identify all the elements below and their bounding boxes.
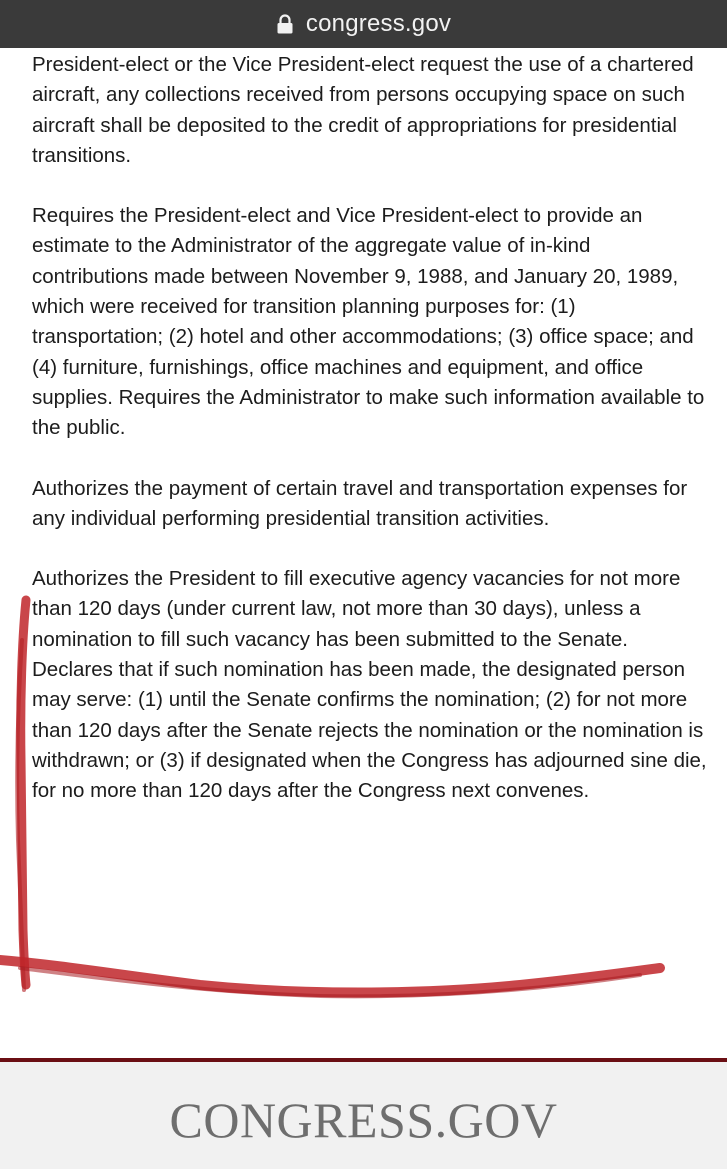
lock-icon xyxy=(276,14,294,34)
red-marker-vertical-stroke xyxy=(21,600,26,985)
summary-paragraph: President-elect or the Vice President-elect request the use of a chartered aircraft, any collections received from persons occupying space on such aircraft shall be deposited to the credit of appropriations for presidential transitions. xyxy=(32,53,694,167)
red-marker-horizontal-stroke xyxy=(0,960,660,993)
summary-paragraph: Authorizes the payment of certain travel and transportation expenses for any individual performing presidential transition activities. xyxy=(32,476,688,530)
congress-gov-logo[interactable]: CONGRESS.GOV xyxy=(169,1091,558,1148)
red-marker-horizontal-stroke xyxy=(20,968,640,996)
site-footer xyxy=(0,1062,727,1169)
url-text[interactable]: congress.gov xyxy=(305,10,452,37)
browser-url-bar[interactable] xyxy=(0,0,727,48)
summary-paragraph: Requires the President-elect and Vice President-elect to provide an estimate to the Administrator of the aggregate value of in-kind contributions made between November 9, 1988, and January 20, 1989, which were received for transition planning purposes for: (1) transportation; (2) hotel and other accommodations; (3) office space; and (4) furniture, furnishings, office machines and equipment, and office supplies. Requires the Administrator to make such information available to the public. xyxy=(32,204,705,440)
bill-summary-text xyxy=(32,50,707,837)
summary-paragraph-highlighted: Authorizes the President to fill executive agency vacancies for not more than 120 days (under current law, not more than 30 days), unless a nomination to fill such vacancy has been submitted to the Senate. Declares that if such nomination has been made, the designated person may serve: (1) until the Senate confirms the nomination; (2) for not more than 120 days after the Senate rejects the nomination or the nomination is withdrawn; or (3) if designated when the Congress has adjourned sine die, for no more than 120 days after the Congress next convenes. xyxy=(32,567,707,803)
red-marker-vertical-stroke xyxy=(17,640,24,990)
